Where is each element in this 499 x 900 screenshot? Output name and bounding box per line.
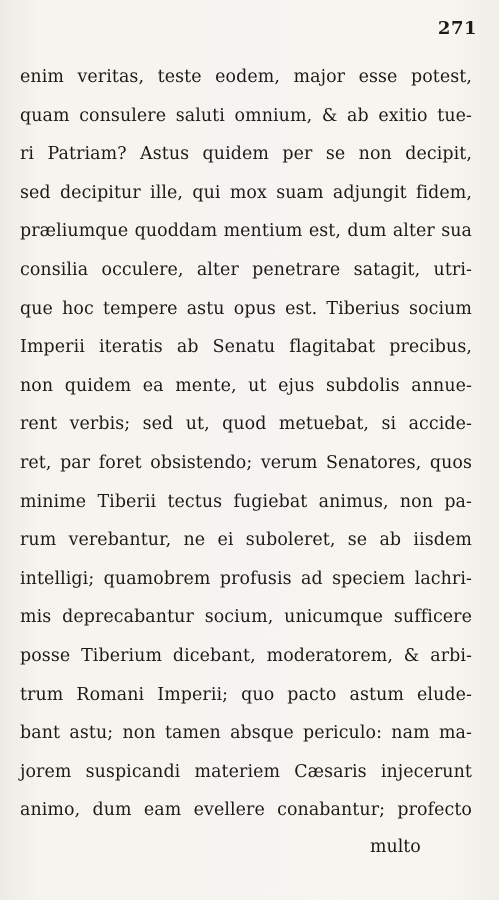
- text-line: bant astu; non tamen absque periculo: nam ma-: [20, 723, 472, 744]
- page-number: 271: [437, 18, 477, 39]
- body-text: [20, 58, 472, 830]
- text-line: consilia occulere, alter penetrare satagit, utri-: [20, 259, 472, 280]
- text-line: enim veritas, teste eodem, major esse potest,: [20, 67, 472, 87]
- text-line: intelligi; quamobrem profusis ad speciem lachri-: [20, 568, 472, 589]
- text-line: rum verebantur, ne ei suboleret, se ab iisdem: [20, 530, 472, 551]
- text-line: sed decipitur ille, qui mox suam adjungit fidem,: [20, 182, 472, 203]
- text-line: mis deprecabantur socium, unicumque sufficere: [20, 607, 472, 628]
- text-line: ret, par foret obsistendo; verum Senatores, quos: [20, 452, 472, 473]
- catchword: multo: [370, 837, 421, 857]
- text-line: non quidem ea mente, ut ejus subdolis annue-: [20, 375, 472, 396]
- text-line: quam consulere saluti omnium, & ab exitio tue-: [20, 105, 472, 126]
- text-line: jorem suspicandi materiem Cæsaris injecerunt: [20, 761, 472, 782]
- text-line: præliumque quoddam mentium est, dum alter sua: [20, 221, 472, 242]
- text-line: trum Romani Imperii; quo pacto astum elude-: [20, 684, 472, 705]
- text-line: posse Tiberium dicebant, moderatorem, & arbi-: [20, 645, 472, 666]
- text-line: rent verbis; sed ut, quod metuebat, si accide-: [20, 414, 472, 435]
- text-line: Imperii iteratis ab Senatu flagitabat precibus,: [20, 337, 472, 358]
- text-line: que hoc tempere astu opus est. Tiberius socium: [20, 298, 472, 319]
- text-line: minime Tiberii tectus fugiebat animus, non pa-: [20, 491, 472, 512]
- text-line: ri Patriam? Astus quidem per se non decipit,: [20, 144, 472, 165]
- text-line: animo, dum eam evellere conabantur; profecto: [20, 800, 472, 821]
